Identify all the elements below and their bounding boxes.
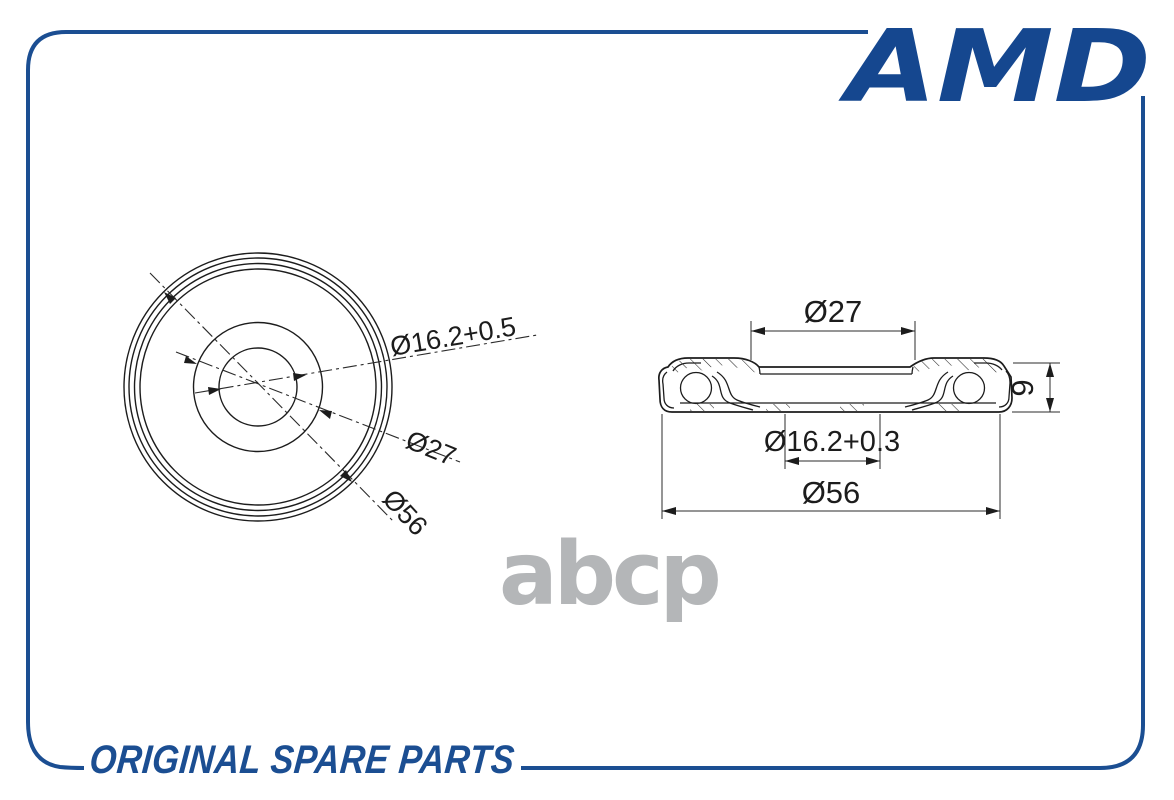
hatch-bottom-strip bbox=[840, 404, 864, 411]
front-outer-ring-circle bbox=[140, 269, 376, 505]
arrowhead bbox=[785, 457, 799, 465]
front-view-leaders bbox=[150, 273, 537, 522]
front-view-arrows bbox=[164, 292, 352, 482]
shell-inner-left bbox=[663, 372, 674, 408]
seal-lip-left bbox=[712, 376, 753, 410]
hatch-bottom-strip bbox=[766, 404, 790, 411]
front-middle-circle bbox=[194, 323, 323, 452]
arrowhead bbox=[751, 327, 765, 335]
section-outer-dim-label: Ø56 bbox=[801, 475, 861, 510]
section-height-dim-label: 9 bbox=[1005, 379, 1040, 397]
section-view bbox=[659, 358, 1012, 412]
seal-lip-left bbox=[717, 372, 760, 407]
arrowhead bbox=[1046, 398, 1054, 412]
tagline: ORIGINAL SPARE PARTS bbox=[87, 738, 517, 782]
hatch-bottom-strip bbox=[938, 404, 962, 411]
arrowhead bbox=[319, 410, 332, 419]
section-dimensions bbox=[662, 321, 1060, 519]
front-outer-dim-label: Ø56 bbox=[376, 483, 434, 542]
arrowhead bbox=[184, 356, 197, 364]
arrowhead bbox=[986, 507, 1000, 515]
frame-top-left bbox=[28, 32, 868, 768]
hatch-bottom-strip bbox=[690, 404, 714, 411]
section-dimension-labels bbox=[764, 294, 1040, 510]
arrowhead bbox=[866, 457, 880, 465]
hatch-left-hump bbox=[670, 359, 758, 374]
front-view bbox=[124, 253, 392, 521]
arrowhead bbox=[1046, 363, 1054, 377]
section-ring-dim-label: Ø27 bbox=[803, 294, 863, 329]
section-details bbox=[663, 363, 1010, 410]
arrowhead bbox=[662, 507, 676, 515]
recess-end bbox=[759, 367, 760, 374]
seal-lip-right bbox=[905, 372, 948, 407]
leader-line-outer bbox=[150, 273, 394, 522]
spring-ring-right bbox=[954, 373, 985, 404]
spring-ring-left bbox=[681, 373, 712, 404]
front-ring-dim-label: Ø27 bbox=[401, 424, 461, 472]
watermark: abcp bbox=[499, 523, 718, 625]
front-bore-dim-label: Ø16.2+0.5 bbox=[387, 311, 519, 362]
arrowhead bbox=[901, 327, 915, 335]
front-outer-ring-circle bbox=[124, 253, 392, 521]
hatch-right-hump bbox=[912, 359, 1002, 374]
section-bore-dim-label: Ø16.2+0.3 bbox=[763, 426, 901, 458]
arrowhead bbox=[340, 470, 352, 482]
amd-logo: AMD bbox=[837, 8, 1151, 125]
front-view-labels bbox=[377, 311, 518, 541]
recess-end bbox=[912, 367, 913, 374]
